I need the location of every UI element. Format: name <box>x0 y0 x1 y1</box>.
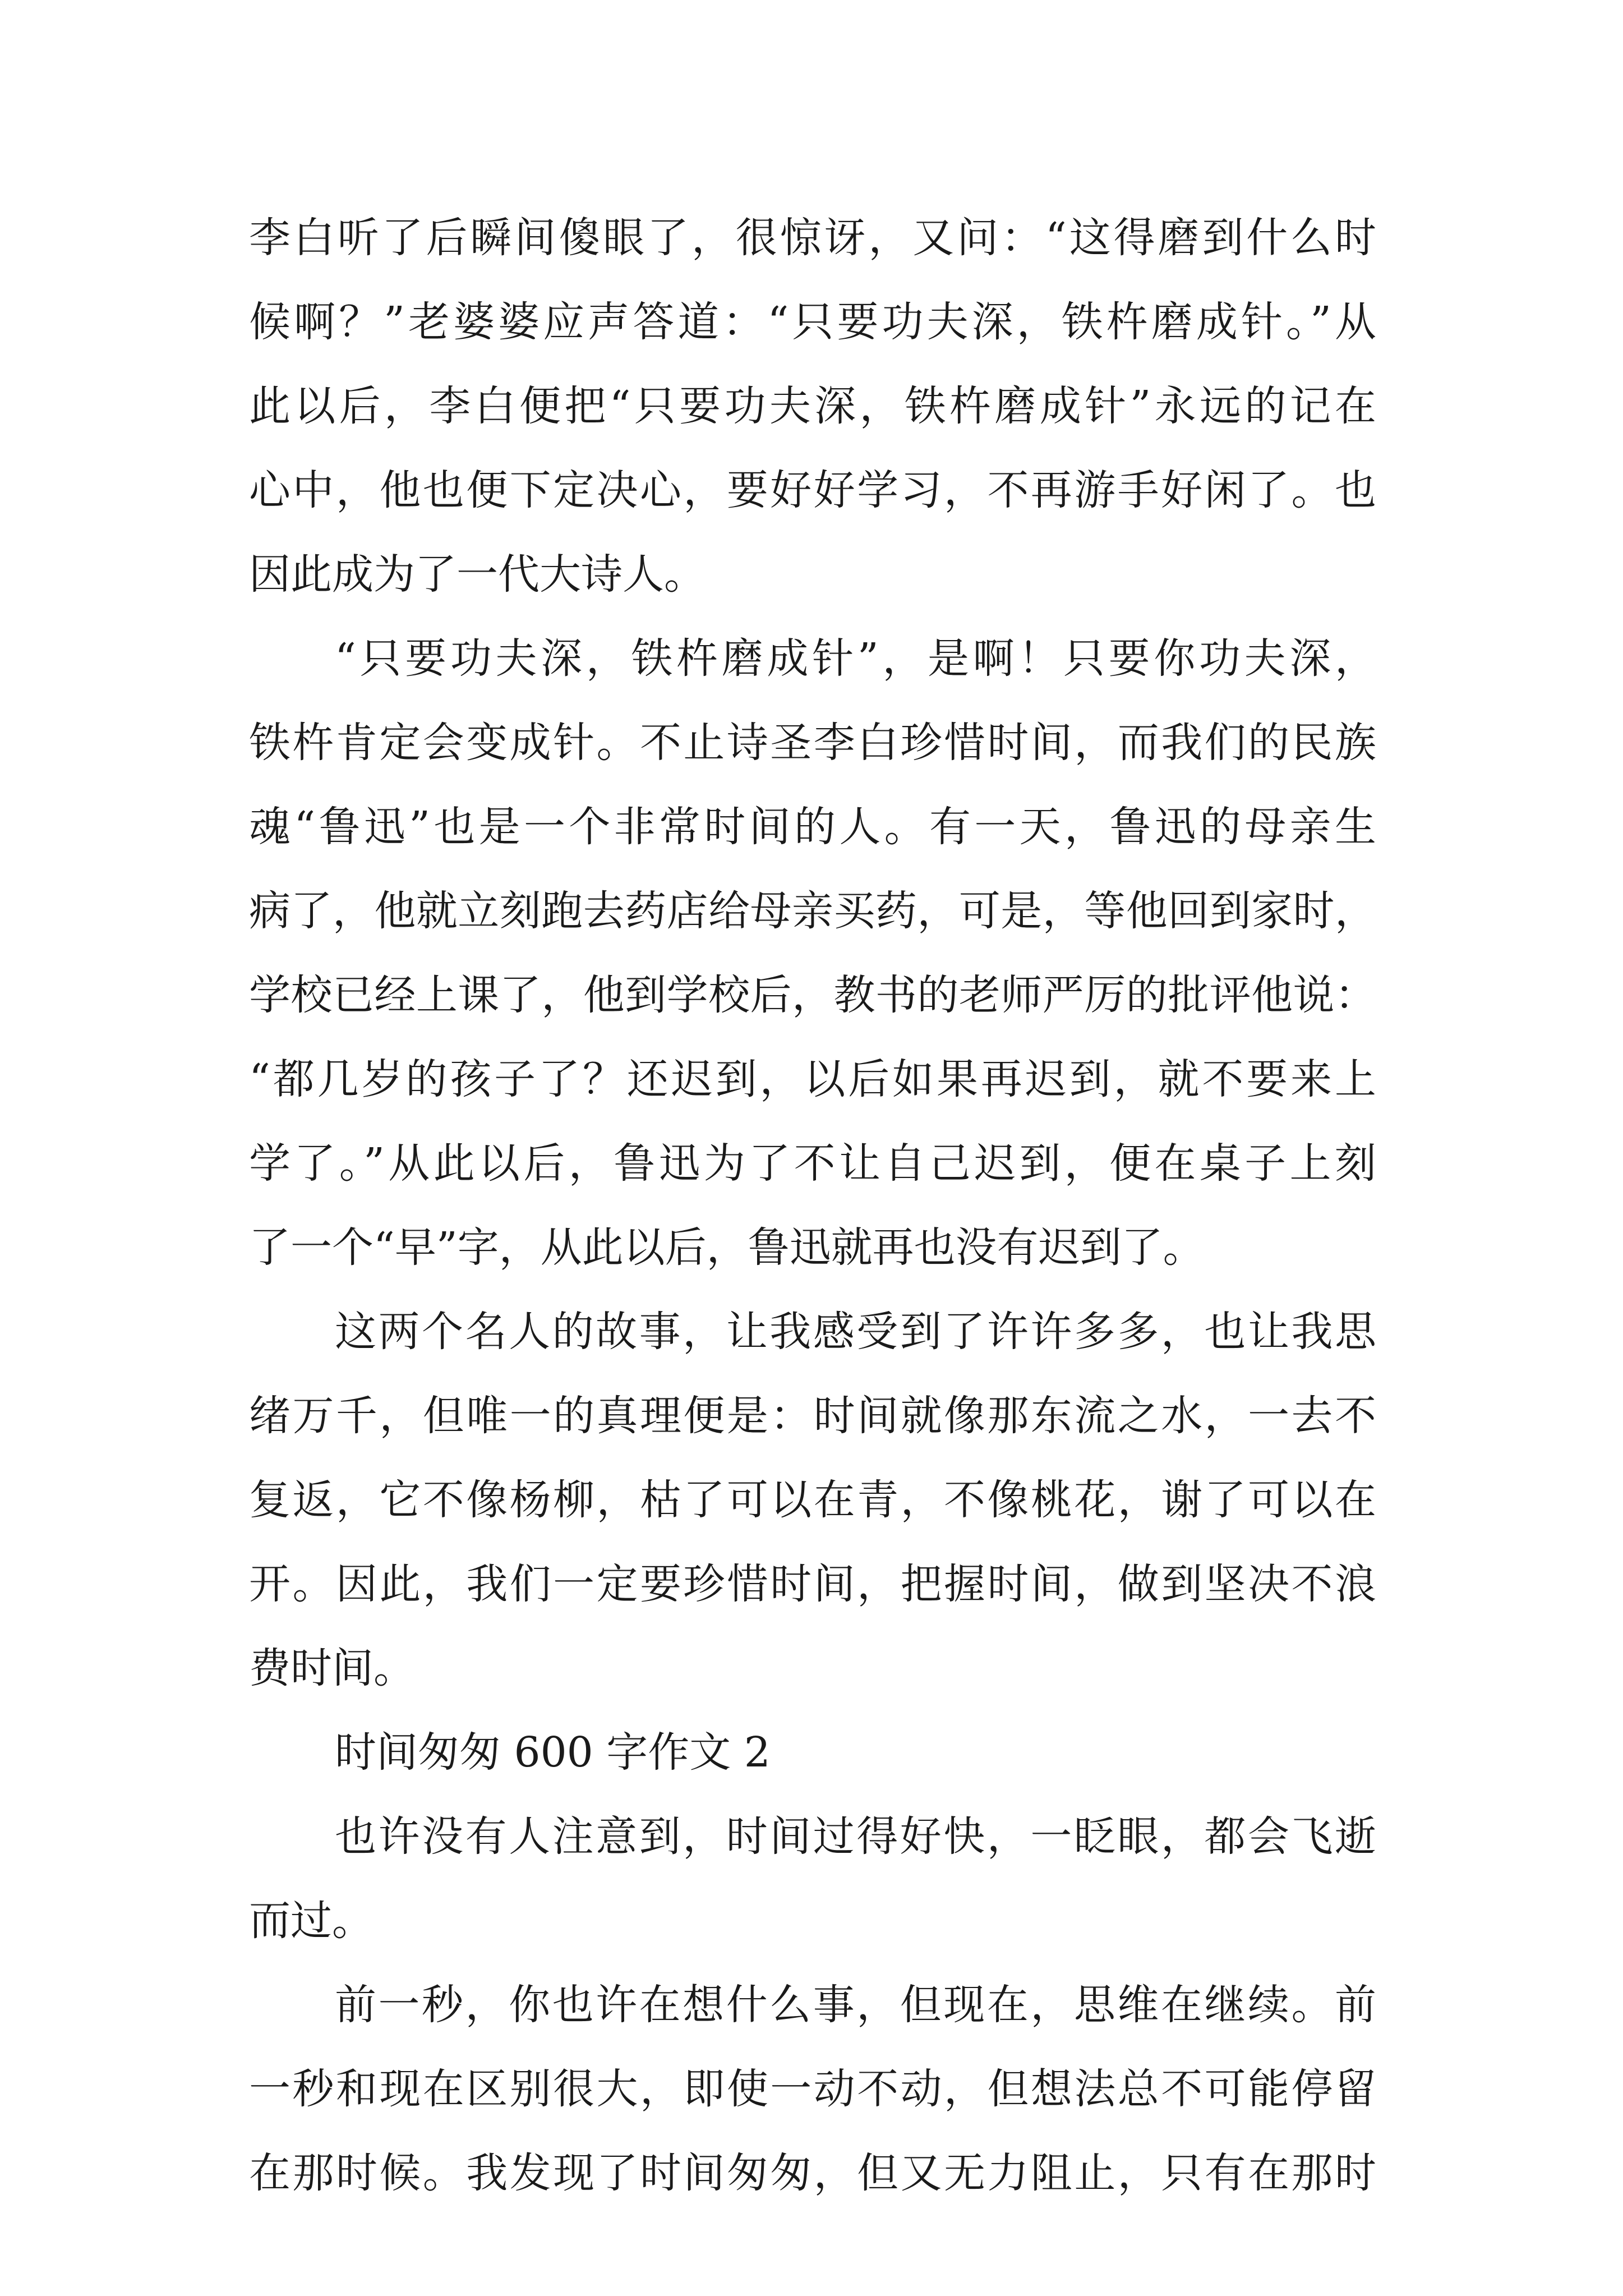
text-line: 复返，它不像杨柳，枯了可以在青，不像桃花，谢了可以在 <box>249 1476 1376 1524</box>
text-line: 病了，他就立刻跑去药店给母亲买药，可是，等他回到家时， <box>249 887 1376 935</box>
text-line: 候啊？”老婆婆应声答道：“只要功夫深，铁杵磨成针。”从 <box>249 298 1376 346</box>
text-line: 此以后，李白便把“只要功夫深，铁杵磨成针”永远的记在 <box>249 382 1376 430</box>
paragraph-first-line: “只要功夫深，铁杵磨成针”，是啊！只要你功夫深， <box>335 634 1376 683</box>
section-heading: 时间匆匆 600 字作文 2 <box>335 1728 771 1777</box>
text-line: 一秒和现在区别很大，即使一动不动，但想法总不可能停留 <box>249 2065 1376 2113</box>
paragraph-first-line: 前一秒，你也许在想什么事，但现在，思维在继续。前 <box>335 1981 1376 2029</box>
text-line: 了一个“早”字，从此以后，鲁迅就再也没有迟到了。 <box>249 1223 1205 1272</box>
text-line: 学了。”从此以后，鲁迅为了不让自己迟到，便在桌子上刻 <box>249 1139 1376 1188</box>
text-line: 因此成为了一代大诗人。 <box>249 550 706 599</box>
text-line: 铁杵肯定会变成针。不止诗圣李白珍惜时间，而我们的民族 <box>249 719 1376 767</box>
paragraph-first-line: 这两个名人的故事，让我感受到了许许多多，也让我思 <box>335 1308 1376 1356</box>
text-line: 费时间。 <box>249 1644 415 1692</box>
text-line: “都几岁的孩子了？还迟到，以后如果再迟到，就不要来上 <box>249 1055 1376 1103</box>
text-line: 心中，他也便下定决心，要好好学习，不再游手好闲了。也 <box>249 466 1376 514</box>
text-line: 魂“鲁迅”也是一个非常时间的人。有一天，鲁迅的母亲生 <box>249 803 1376 851</box>
paragraph-first-line: 也许没有人注意到，时间过得好快，一眨眼，都会飞逝 <box>335 1812 1376 1861</box>
text-line: 绪万千，但唯一的真理便是：时间就像那东流之水，一去不 <box>249 1392 1376 1440</box>
text-line: 李白听了后瞬间傻眼了，很惊讶，又问：“这得磨到什么时 <box>249 214 1376 262</box>
text-line: 在那时候。我发现了时间匆匆，但又无力阻止，只有在那时 <box>249 2149 1376 2197</box>
text-line: 而过。 <box>249 1897 374 1945</box>
text-line: 开。因此，我们一定要珍惜时间，把握时间，做到坚决不浪 <box>249 1560 1376 1608</box>
text-line: 学校已经上课了，他到学校后，教书的老师严厉的批评他说： <box>249 971 1376 1019</box>
